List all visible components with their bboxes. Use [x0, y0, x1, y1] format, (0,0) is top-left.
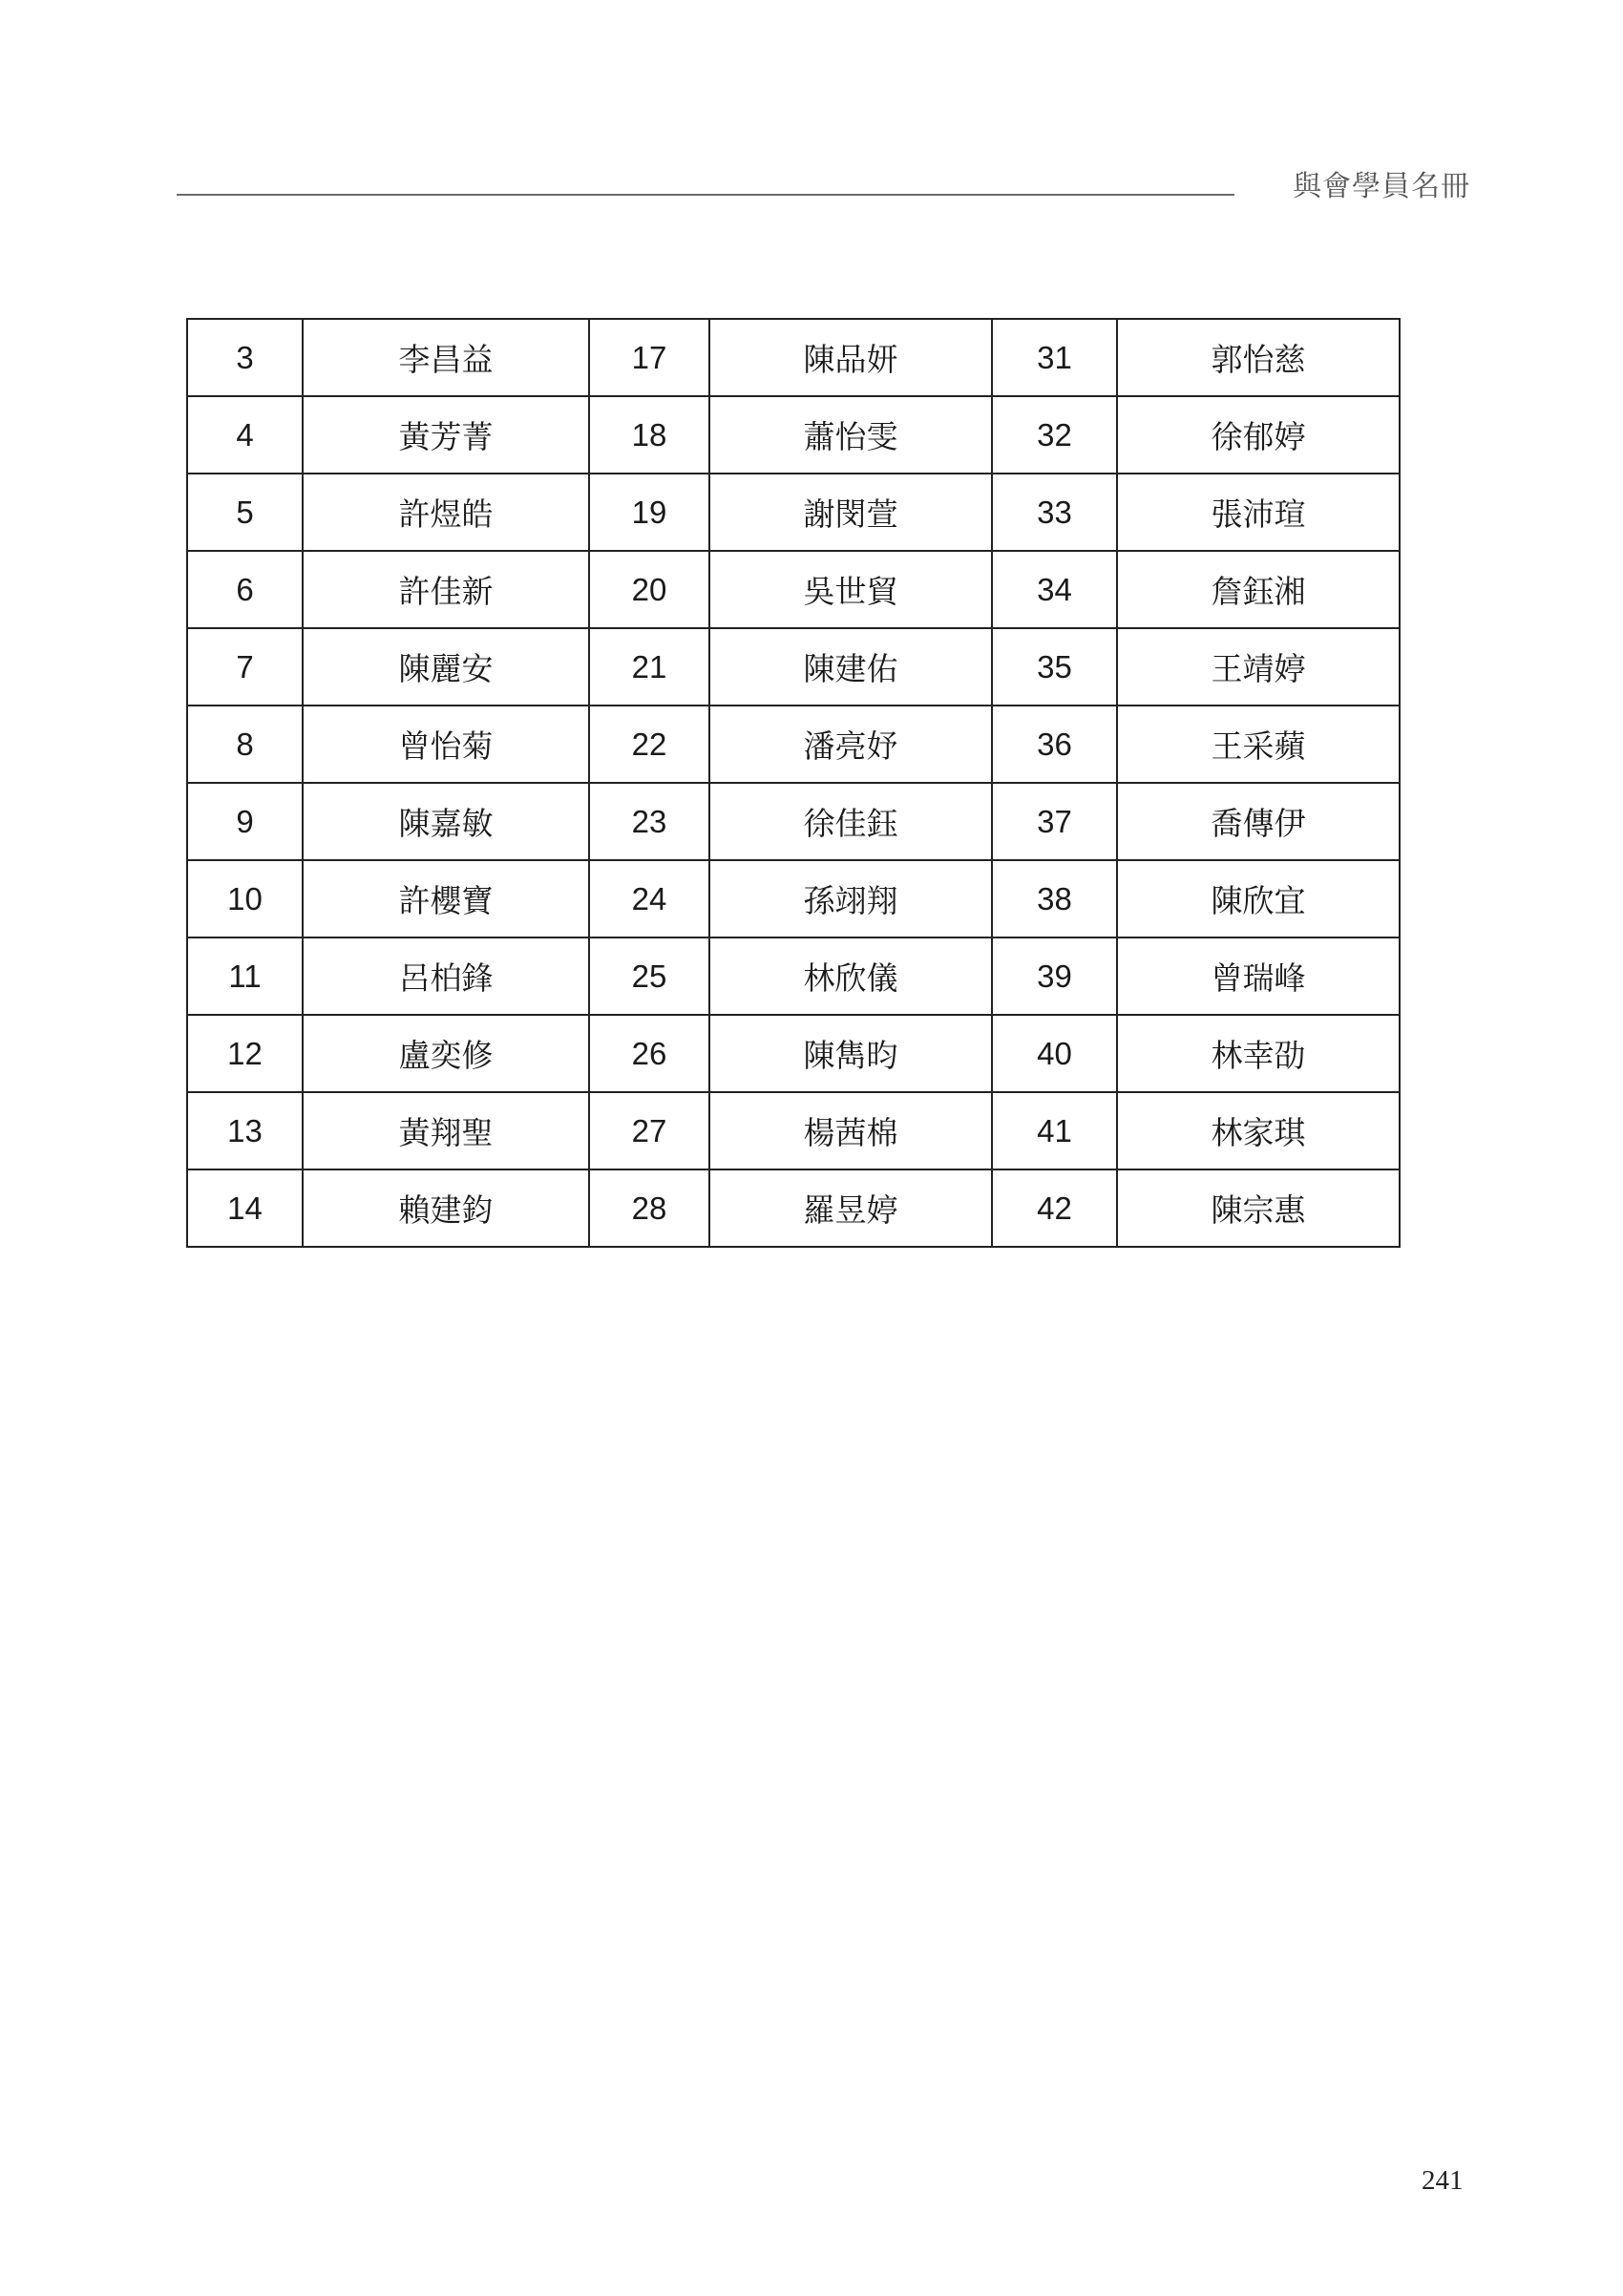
attendee-name: 陳品妍 — [709, 319, 992, 396]
attendee-number: 27 — [589, 1092, 709, 1169]
attendee-number: 25 — [589, 937, 709, 1015]
attendee-number: 7 — [187, 628, 303, 706]
attendee-number: 6 — [187, 551, 303, 628]
table-row — [187, 551, 1400, 628]
table-row — [187, 937, 1400, 1015]
attendee-number: 14 — [187, 1169, 303, 1247]
attendee-number: 21 — [589, 628, 709, 706]
attendee-name: 吳世貿 — [709, 551, 992, 628]
attendee-name: 潘亮妤 — [709, 706, 992, 783]
attendee-name: 羅昱婷 — [709, 1169, 992, 1247]
attendee-number: 9 — [187, 783, 303, 860]
attendee-name: 呂柏鋒 — [303, 937, 589, 1015]
table-row — [187, 706, 1400, 783]
attendee-name: 喬傳伊 — [1117, 783, 1400, 860]
attendee-number: 36 — [992, 706, 1117, 783]
attendee-name: 許煜皓 — [303, 474, 589, 551]
table-row — [187, 1015, 1400, 1092]
attendee-number: 28 — [589, 1169, 709, 1247]
attendee-number: 38 — [992, 860, 1117, 937]
attendee-name: 陳嘉敏 — [303, 783, 589, 860]
table-row — [187, 319, 1400, 396]
attendee-number: 24 — [589, 860, 709, 937]
roster-body — [187, 319, 1400, 1247]
attendee-name: 郭怡慈 — [1117, 319, 1400, 396]
attendee-name: 黃翔聖 — [303, 1092, 589, 1169]
attendee-number: 13 — [187, 1092, 303, 1169]
attendee-name: 王采蘋 — [1117, 706, 1400, 783]
attendee-name: 陳欣宜 — [1117, 860, 1400, 937]
attendee-number: 4 — [187, 396, 303, 474]
attendee-number: 35 — [992, 628, 1117, 706]
attendee-name: 林欣儀 — [709, 937, 992, 1015]
attendee-number: 10 — [187, 860, 303, 937]
attendee-name: 許櫻寶 — [303, 860, 589, 937]
table-row — [187, 628, 1400, 706]
attendee-number: 8 — [187, 706, 303, 783]
attendee-name: 曾怡菊 — [303, 706, 589, 783]
attendee-name: 詹鈺湘 — [1117, 551, 1400, 628]
attendee-number: 22 — [589, 706, 709, 783]
attendee-name: 楊茜棉 — [709, 1092, 992, 1169]
attendee-name: 謝閔萱 — [709, 474, 992, 551]
attendee-number: 33 — [992, 474, 1117, 551]
table-row — [187, 1092, 1400, 1169]
attendee-name: 陳雋昀 — [709, 1015, 992, 1092]
attendee-number: 42 — [992, 1169, 1117, 1247]
attendee-name: 孫翊翔 — [709, 860, 992, 937]
attendee-number: 20 — [589, 551, 709, 628]
attendee-name: 林家琪 — [1117, 1092, 1400, 1169]
attendee-number: 3 — [187, 319, 303, 396]
running-header-title: 與會學員名冊 — [1293, 170, 1470, 203]
table-row — [187, 1169, 1400, 1247]
attendee-name: 盧奕修 — [303, 1015, 589, 1092]
page-number: 241 — [1422, 2165, 1464, 2196]
attendee-number: 32 — [992, 396, 1117, 474]
attendee-number: 19 — [589, 474, 709, 551]
attendee-number: 37 — [992, 783, 1117, 860]
attendee-number: 40 — [992, 1015, 1117, 1092]
attendee-roster-table — [186, 318, 1401, 1248]
attendee-number: 18 — [589, 396, 709, 474]
attendee-name: 陳宗惠 — [1117, 1169, 1400, 1247]
attendee-name: 林幸劭 — [1117, 1015, 1400, 1092]
attendee-number: 34 — [992, 551, 1117, 628]
attendee-number: 5 — [187, 474, 303, 551]
table-row — [187, 396, 1400, 474]
attendee-number: 26 — [589, 1015, 709, 1092]
attendee-name: 陳麗安 — [303, 628, 589, 706]
attendee-number: 41 — [992, 1092, 1117, 1169]
attendee-name: 蕭怡雯 — [709, 396, 992, 474]
attendee-name: 黃芳菁 — [303, 396, 589, 474]
attendee-name: 許佳新 — [303, 551, 589, 628]
attendee-name: 李昌益 — [303, 319, 589, 396]
attendee-name: 王靖婷 — [1117, 628, 1400, 706]
attendee-number: 11 — [187, 937, 303, 1015]
attendee-number: 39 — [992, 937, 1117, 1015]
attendee-number: 12 — [187, 1015, 303, 1092]
table-row — [187, 474, 1400, 551]
attendee-number: 23 — [589, 783, 709, 860]
attendee-number: 17 — [589, 319, 709, 396]
attendee-name: 張沛瑄 — [1117, 474, 1400, 551]
attendee-name: 賴建鈞 — [303, 1169, 589, 1247]
attendee-name: 徐佳鈺 — [709, 783, 992, 860]
attendee-name: 徐郁婷 — [1117, 396, 1400, 474]
attendee-name: 陳建佑 — [709, 628, 992, 706]
attendee-number: 31 — [992, 319, 1117, 396]
table-row — [187, 860, 1400, 937]
header-rule — [177, 194, 1234, 196]
attendee-name: 曾瑞峰 — [1117, 937, 1400, 1015]
table-row — [187, 783, 1400, 860]
